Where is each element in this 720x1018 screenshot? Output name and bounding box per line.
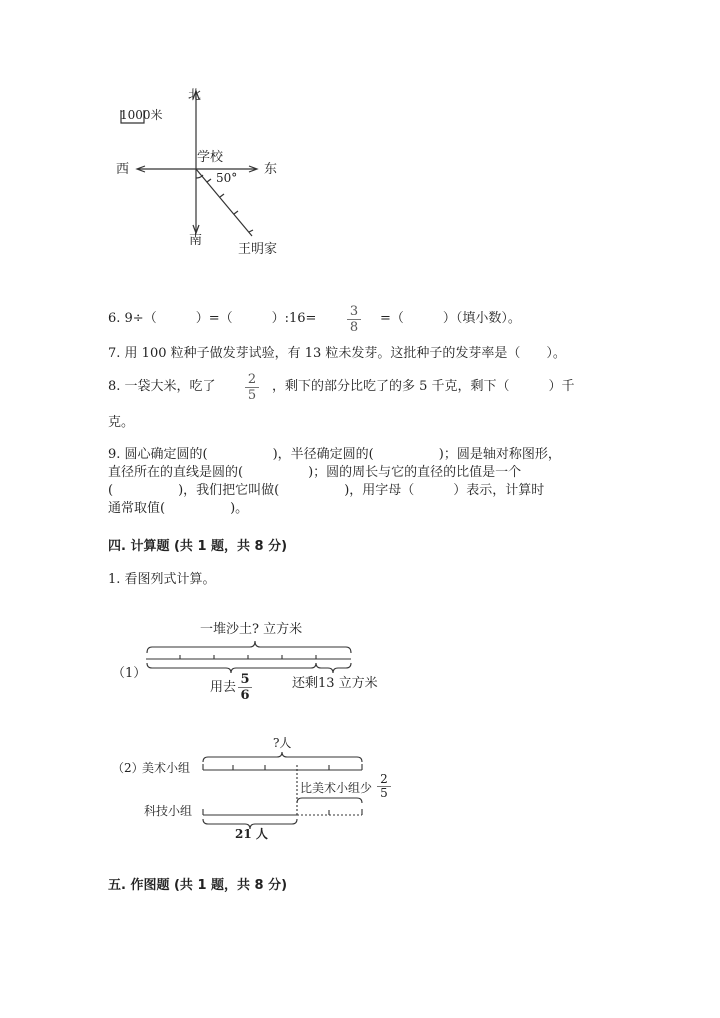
south-label: 南	[189, 233, 203, 248]
diagram1-fraction	[238, 672, 252, 703]
diagram2-frac-den: 5	[380, 786, 388, 800]
school-label: 学校	[197, 150, 224, 165]
line-diagram-1	[146, 641, 351, 673]
section-4-heading: 四. 计算题 (共 1 题，共 8 分)	[108, 539, 288, 554]
west-label: 西	[116, 162, 130, 177]
q6-fraction	[347, 304, 361, 335]
angle-label: 50°	[216, 171, 238, 185]
diagram1-used-label: 用去	[210, 680, 237, 695]
q6-tail: =（ ）（填小数）。	[380, 311, 521, 326]
q9-line: 直径所在的直线是圆的( )；圆的周长与它的直径的比值是一个	[108, 465, 522, 480]
q8-wrap: 克。	[108, 415, 135, 430]
q8-fraction	[245, 372, 259, 403]
q9-line: 通常取值( )。	[108, 501, 249, 516]
diagram1-number: （1）	[112, 666, 147, 681]
q8-tail: ，剩下的部分比吃了的多 5 千克，剩下（ ）千	[272, 379, 575, 394]
north-label: 北	[188, 88, 202, 103]
section-5-heading: 五. 作图题 (共 1 题，共 8 分)	[108, 878, 288, 893]
diagram2-fraction	[377, 773, 391, 800]
q9-line: 9. 圆心确定圆的( )，半径确定圆的( )；圆是轴对称图形，	[108, 447, 561, 462]
q8-head: 8. 一袋大米，吃了	[108, 379, 216, 394]
q6-frac-den: 8	[349, 320, 359, 335]
diagram1-frac-num: 5	[238, 672, 252, 688]
diagram1-top-label: 一堆沙土? 立方米	[200, 622, 303, 637]
s4-q1-text: 1. 看图列式计算。	[108, 572, 216, 587]
q7-text: 7. 用 100 粒种子做发芽试验，有 13 粒未发芽。这批种子的发芽率是（ ）。	[108, 346, 566, 361]
q6-frac-num: 3	[347, 304, 361, 320]
diagram1-frac-den: 6	[240, 688, 250, 703]
diagram1-left-label: 还剩13 立方米	[292, 676, 378, 691]
q9-line: ( )，我们把它叫做( )，用字母（ ）表示，计算时	[108, 483, 545, 498]
east-label: 东	[264, 162, 278, 177]
scale-label: 1000米	[120, 108, 163, 122]
diagram2-total-label: ?人	[273, 736, 292, 750]
q6-text: 6. 9÷（ ）=（ ）:16=	[108, 311, 317, 326]
diagram2-art-label: 美术小组	[142, 761, 191, 775]
diagram2-tech-label: 科技小组	[144, 804, 193, 818]
diagram2-number: （2）	[112, 761, 144, 775]
home-label: 王明家	[238, 242, 278, 257]
diagram2-less-label: 比美术小组少	[300, 781, 373, 795]
q8-frac-num: 2	[245, 372, 259, 388]
q8-frac-den: 5	[247, 388, 257, 403]
diagram2-count-label: 21 人	[235, 827, 268, 841]
diagram2-frac-num: 2	[377, 773, 391, 787]
